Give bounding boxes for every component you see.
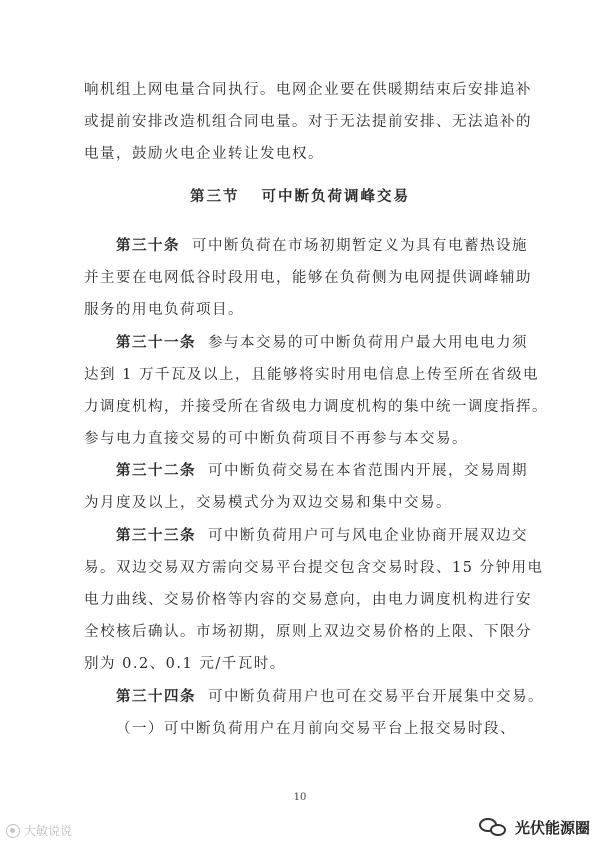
article-33-first-line <box>116 525 528 547</box>
article-label: 第三十二条 <box>116 462 196 479</box>
body-line: 电力曲线、交易价格等内容的交易意向，由电力调度机构进行安 <box>84 592 532 608</box>
body-line: 达到 1 万千瓦及以上，且能够将实时用电信息上传至所在省级电 <box>84 367 539 383</box>
article-label: 第三十条 <box>116 237 180 254</box>
wechat-icon <box>479 816 509 838</box>
article-34-first-line <box>116 686 544 708</box>
watermark-left <box>6 822 72 839</box>
article-text: 可中断负荷用户也可在交易平台开展集中交易。 <box>208 689 544 705</box>
body-line: 参与电力直接交易的可中断负荷项目不再参与本交易。 <box>84 431 468 447</box>
body-line: 全校核后确认。市场初期，原则上双边交易价格的上限、下限分 <box>84 624 532 640</box>
page-number: 10 <box>293 792 307 803</box>
article-text: 参与本交易的可中断负荷用户最大用电电力须 <box>208 335 528 351</box>
section-heading <box>0 186 600 208</box>
body-line: 别为 0.2、0.1 元/千瓦时。 <box>84 656 286 672</box>
article-30-first-line <box>116 235 528 257</box>
article-label: 第三十三条 <box>116 527 196 544</box>
body-line: 服务的用电负荷项目。 <box>84 302 244 318</box>
body-line: 电量，鼓励火电企业转让发电权。 <box>84 146 324 162</box>
weibo-icon <box>6 824 20 838</box>
body-line: 易。双边交易双方需向交易平台提交包含交易时段、15 分钟用电 <box>84 560 544 576</box>
article-32-first-line <box>116 460 528 482</box>
article-text: 可中断负荷用户可与风电企业协商开展双边交 <box>208 528 528 544</box>
article-text: 可中断负荷交易在本省范围内开展，交易周期 <box>208 463 528 479</box>
body-line: 为月度及以上，交易模式分为双边交易和集中交易。 <box>84 495 452 511</box>
watermark-right <box>479 816 590 838</box>
article-label: 第三十四条 <box>116 688 196 705</box>
watermark-left-text: 大敏说说 <box>24 824 73 838</box>
body-line: 响机组上网电量合同执行。电网企业要在供暖期结束后安排追补 <box>84 82 532 98</box>
watermark-right-text: 光伏能源圈 <box>514 818 590 837</box>
section-number: 第三节 <box>190 188 240 205</box>
sub-item-line: （一）可中断负荷用户在月前向交易平台上报交易时段、 <box>116 721 516 737</box>
article-label: 第三十一条 <box>116 334 196 351</box>
body-line: 并主要在电网低谷时段用电，能够在负荷侧为电网提供调峰辅助 <box>84 270 532 286</box>
body-line: 力调度机构，并接受所在省级电力调度机构的集中统一调度指挥。 <box>84 399 548 415</box>
article-text: 可中断负荷在市场初期暂定义为具有电蓄热设施 <box>192 238 528 254</box>
article-31-first-line <box>116 332 528 354</box>
section-title: 可中断负荷调峰交易 <box>261 188 410 205</box>
body-line: 或提前安排改造机组合同电量。对于无法提前安排、无法追补的 <box>84 114 532 130</box>
